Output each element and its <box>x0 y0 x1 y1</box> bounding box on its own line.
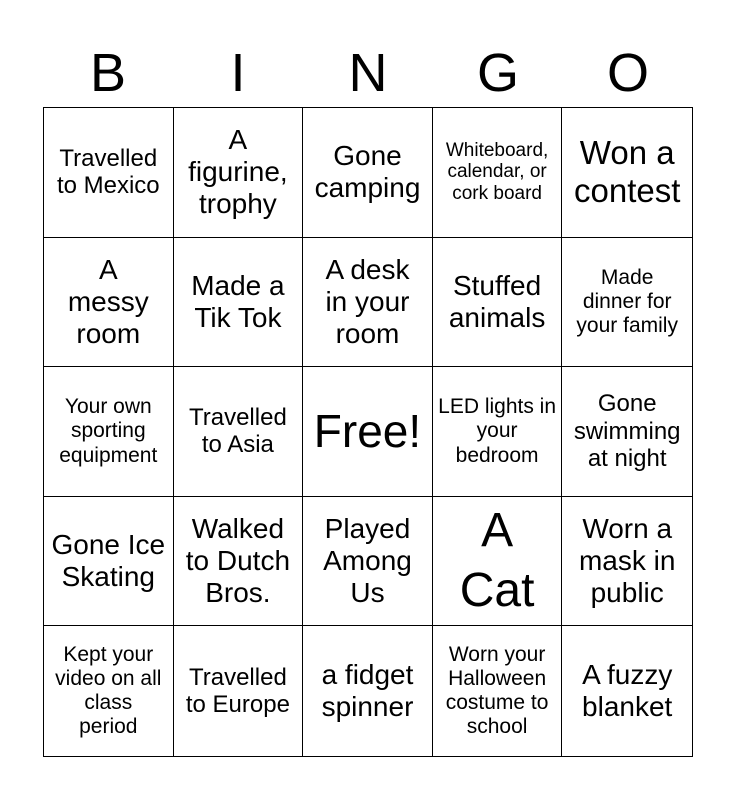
bingo-cell[interactable] <box>433 367 563 497</box>
cell-label: Gone Ice Skating <box>51 528 166 593</box>
cell-label: Your own sporting equipment <box>59 395 158 467</box>
bingo-cell[interactable] <box>562 108 692 238</box>
bingo-cell[interactable] <box>174 367 304 497</box>
bingo-cell[interactable] <box>562 626 692 756</box>
cell-label: LED lights in your bedroom <box>438 395 557 467</box>
bingo-cell[interactable] <box>303 497 433 627</box>
bingo-cell[interactable] <box>174 108 304 238</box>
bingo-cell[interactable] <box>44 497 174 627</box>
free-space-label: Free! <box>313 405 422 458</box>
cell-label: Gone camping <box>314 140 421 204</box>
bingo-cell[interactable] <box>303 108 433 238</box>
bingo-cell[interactable] <box>433 626 563 756</box>
header-letter-o: O <box>606 43 649 103</box>
cell-label: Whiteboard, calendar, or cork board <box>445 139 549 205</box>
bingo-board <box>43 107 693 757</box>
cell-label: Worn a mask in public <box>578 512 676 609</box>
cell-label: Travelled to Asia <box>188 403 287 459</box>
cell-label: Made a Tik Tok <box>191 269 285 333</box>
bingo-cell[interactable] <box>174 497 304 627</box>
bingo-cell[interactable] <box>433 238 563 368</box>
bingo-cell[interactable] <box>303 626 433 756</box>
bingo-cell[interactable] <box>174 238 304 368</box>
bingo-cell-free[interactable] <box>303 367 433 497</box>
bingo-cell[interactable] <box>562 367 692 497</box>
bingo-cell[interactable] <box>174 626 304 756</box>
header-letter-b: B <box>89 43 127 103</box>
cell-label: A desk in your room <box>325 253 410 349</box>
header-letter-i: I <box>230 43 246 103</box>
cell-label: a fidget spinner <box>321 659 414 723</box>
cell-label: Travelled to Mexico <box>56 144 160 200</box>
bingo-cell[interactable] <box>44 108 174 238</box>
bingo-cell[interactable] <box>433 497 563 627</box>
bingo-cell[interactable] <box>303 238 433 368</box>
cell-label: A messy room <box>67 253 149 349</box>
bingo-header <box>43 40 693 106</box>
bingo-cell[interactable] <box>44 238 174 368</box>
bingo-cell[interactable] <box>562 497 692 627</box>
bingo-cell[interactable] <box>44 626 174 756</box>
cell-label: Gone swimming at night <box>573 390 681 473</box>
cell-label: A fuzzy blanket <box>582 659 673 723</box>
header-letter-g: G <box>476 43 519 103</box>
cell-label: Played Among Us <box>323 512 412 609</box>
cell-label: Stuffed animals <box>448 269 546 333</box>
cell-label: Travelled to Europe <box>185 663 290 719</box>
header-letter-n: N <box>348 43 388 103</box>
cell-label: Won a contest <box>573 134 681 210</box>
bingo-cell[interactable] <box>562 238 692 368</box>
cell-label: Walked to Dutch Bros. <box>185 512 291 609</box>
cell-label: Worn your Halloween costume to school <box>445 642 549 739</box>
cell-label: Made dinner for your family <box>576 265 678 337</box>
bingo-cell[interactable] <box>433 108 563 238</box>
bingo-cell[interactable] <box>44 367 174 497</box>
cell-label: Kept your video on all class period <box>55 642 162 739</box>
cell-label: A Cat <box>459 504 535 618</box>
cell-label: A figurine, trophy <box>188 124 288 220</box>
